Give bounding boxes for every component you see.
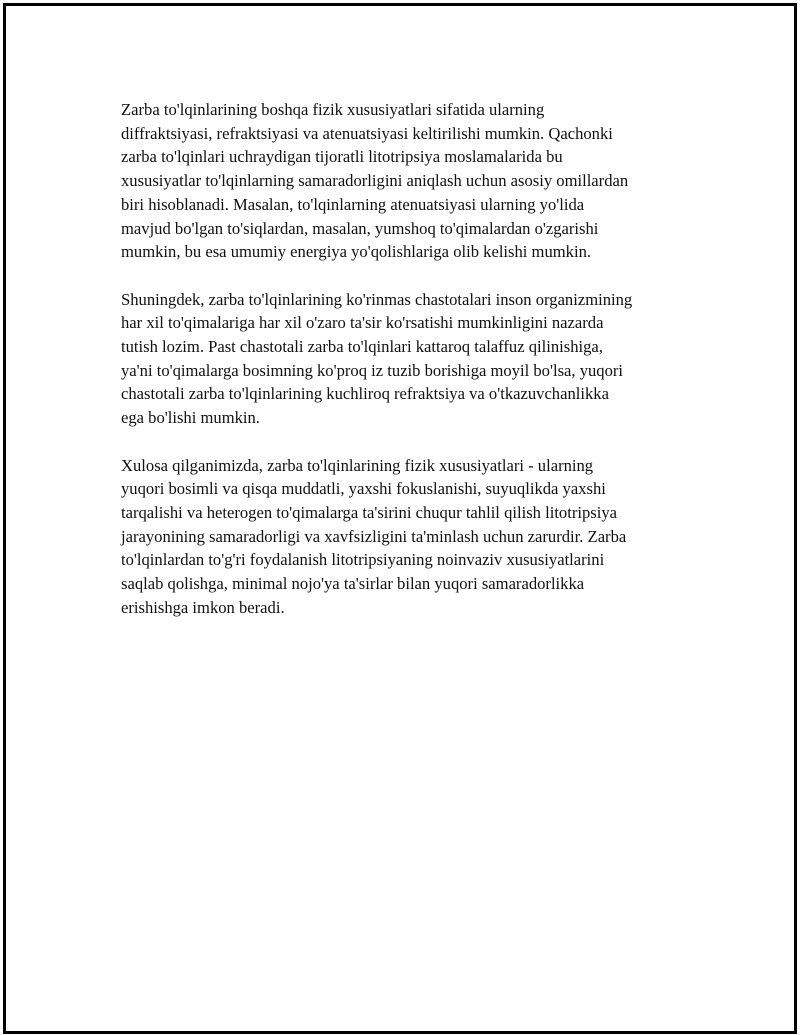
document-body	[121, 98, 711, 643]
page-frame	[3, 3, 797, 1034]
paragraph-1: Zarba to'lqinlarining boshqa fizik xususiyatlari sifatida ularning diffraktsiyasi, refraktsiyasi va atenuatsiyasi keltirilishi mumkin. Qachonki zarba to'lqinlari uchraydigan tijoratli litotripsiya moslamalarida bu xususiyatlar to'lqinlarning samaradorligini aniqlash uchun asosiy omillardan biri hisoblanadi. Masalan, to'lqinlarning atenuatsiyasi ularning yo'lida mavjud bo'lgan to'siqlardan, masalan, yumshoq to'qimalardan o'zgarishi mumkin, bu esa umumiy energiya yo'qolishlariga olib kelishi mumkin.	[121, 100, 629, 262]
paragraph-3: Xulosa qilganimizda, zarba to'lqinlarining fizik xususiyatlari - ularning yuqori bosimli va qisqa muddatli, yaxshi fokuslanishi, suyuqlikda yaxshi tarqalishi va heterogen to'qimalarga ta'sirini chuqur tahlil qilish litotripsiya jarayonining samaradorligi va xavfsizligini ta'minlash uchun zarurdir. Zarba to'lqinlardan to'g'ri foydalanish litotripsiyaning noinvaziv xususiyatlarini saqlab qolishga, minimal nojo'ya ta'sirlar bilan yuqori samaradorlikka erishishga imkon beradi.	[121, 455, 627, 617]
paragraph-2: Shuningdek, zarba to'lqinlarining ko'rinmas chastotalari inson organizmining har xil to'qimalariga har xil o'zaro ta'sir ko'rsatishi mumkinligini nazarda tutish lozim. Past chastotali zarba to'lqinlari kattaroq talaffuz qilinishiga, ya'ni to'qimalarga bosimning ko'proq iz tuzib borishiga moyil bo'lsa, yuqori chastotali zarba to'lqinlarining kuchliroq refraktsiya va o'tkazuvchanlikka ega bo'lishi mumkin.	[121, 289, 633, 428]
